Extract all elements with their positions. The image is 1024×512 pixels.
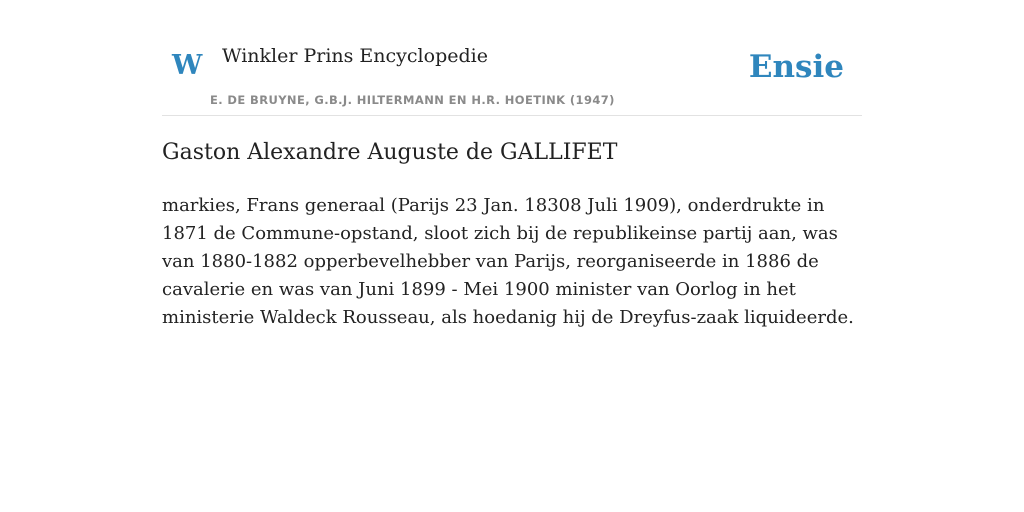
source-authors: E. DE BRUYNE, G.B.J. HILTERMANN EN H.R. HOETINK (1947) bbox=[210, 93, 615, 107]
ensie-logo-link[interactable]: Ensie bbox=[748, 49, 844, 85]
source-title[interactable]: Winkler Prins Encyclopedie bbox=[222, 45, 488, 67]
source-logo[interactable]: W bbox=[172, 50, 203, 81]
source-header bbox=[162, 0, 862, 116]
entry-body: markies, Frans generaal (Parijs 23 Jan. 18308 Juli 1909), onderdrukte in 1871 de Commune-opstand, sloot zich bij de republikeinse partij aan, was van 1880-1882 opperbevelhebber van Parijs, reorganiseerde in 1886 de cavalerie en was van Juni 1899 - Mei 1900 minister van Oorlog in het ministerie Waldeck Rousseau, als hoedanig hij de Dreyfus-zaak liquideerde. bbox=[162, 195, 854, 328]
entry-title: Gaston Alexandre Auguste de GALLIFET bbox=[162, 140, 618, 165]
